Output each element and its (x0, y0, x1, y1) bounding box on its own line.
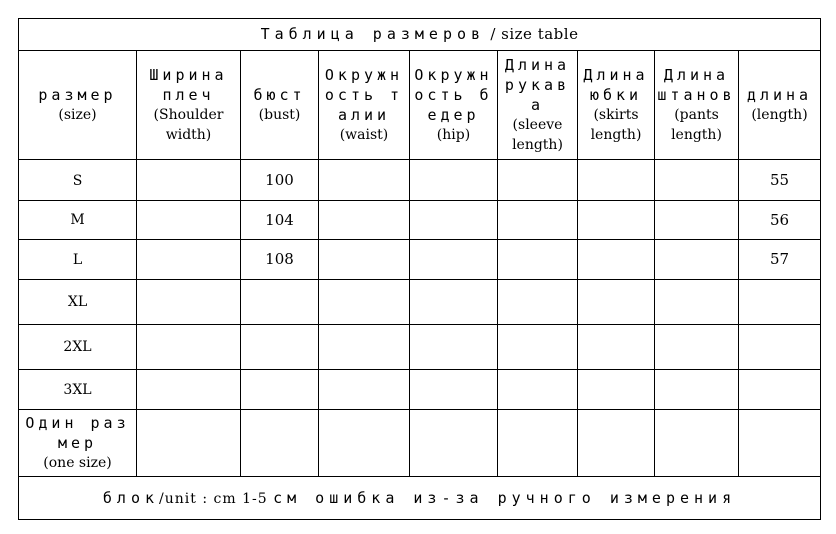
measurement-cell (739, 324, 821, 369)
measurement-cell: 108 (241, 239, 319, 280)
measurement-cell (241, 410, 319, 477)
column-header-en: (Shoulder width) (153, 106, 224, 143)
measurement-cell (739, 280, 821, 325)
measurement-cell (241, 280, 319, 325)
measurement-cell (319, 280, 410, 325)
measurement-cell (137, 239, 241, 280)
table-title-separator: / (485, 25, 502, 44)
table-title-ru: Таблица размеров (260, 25, 486, 44)
measurement-cell (137, 200, 241, 239)
size-label-en: (one size) (43, 455, 112, 472)
size-cell (19, 410, 137, 477)
table-title (19, 19, 821, 51)
measurement-cell (241, 369, 319, 410)
measurement-cell: 104 (241, 200, 319, 239)
footer-note (19, 477, 821, 520)
size-label: 2XL (63, 339, 92, 356)
size-cell (19, 324, 137, 369)
footer-unit-en: /unit : cm 1-5 (159, 490, 274, 507)
column-header-en: (length) (751, 106, 808, 123)
table-row (19, 324, 821, 369)
size-cell (19, 239, 137, 280)
column-header-ru: Длина рукава (504, 55, 571, 114)
size-label: XL (67, 294, 88, 311)
column-header-en: (waist) (339, 126, 389, 143)
measurement-cell (655, 410, 739, 477)
measurement-cell (319, 369, 410, 410)
measurement-cell (410, 369, 498, 410)
measurement-cell: 55 (739, 160, 821, 201)
size-cell (19, 200, 137, 239)
column-header-ru: Ширина плеч (149, 65, 228, 104)
measurement-cell (319, 324, 410, 369)
column-header (241, 50, 319, 160)
table-row (19, 280, 821, 325)
column-header (739, 50, 821, 160)
column-header (19, 50, 137, 160)
measurement-cell (410, 200, 498, 239)
measurement-cell (410, 239, 498, 280)
measurement-cell (578, 324, 655, 369)
column-header-en: (skirts length) (590, 106, 642, 143)
size-cell (19, 369, 137, 410)
measurement-cell (319, 200, 410, 239)
measurement-cell (578, 369, 655, 410)
column-header (410, 50, 498, 160)
measurement-cell (410, 324, 498, 369)
measurement-cell (655, 369, 739, 410)
column-header-ru: Окружность талии (324, 65, 404, 124)
footer-row (19, 477, 821, 520)
header-row (19, 50, 821, 160)
measurement-cell (498, 410, 578, 477)
footer-unit-ru: блок (102, 488, 160, 507)
table-row (19, 369, 821, 410)
column-header-ru: длина (746, 85, 813, 104)
column-header-ru: Длина штанов (657, 65, 736, 104)
measurement-cell (739, 410, 821, 477)
measurement-cell (498, 280, 578, 325)
measurement-cell (410, 410, 498, 477)
measurement-cell (655, 239, 739, 280)
measurement-cell (498, 160, 578, 201)
column-header-ru: бюст (253, 85, 306, 104)
table-row (19, 410, 821, 477)
size-label: M (70, 212, 85, 229)
measurement-cell (655, 280, 739, 325)
table-row (19, 200, 821, 239)
measurement-cell (241, 324, 319, 369)
table-title-en: size table (501, 25, 579, 44)
measurement-cell (578, 160, 655, 201)
size-label-ru: Один размер (25, 414, 130, 453)
measurement-cell (319, 239, 410, 280)
measurement-cell (578, 200, 655, 239)
measurement-cell (578, 239, 655, 280)
measurement-cell (739, 369, 821, 410)
size-cell (19, 280, 137, 325)
size-table (18, 18, 821, 520)
column-header-en: (hip) (436, 126, 471, 143)
measurement-cell (137, 160, 241, 201)
column-header-en: (bust) (258, 106, 301, 123)
measurement-cell (578, 280, 655, 325)
measurement-cell (578, 410, 655, 477)
column-header (137, 50, 241, 160)
column-header-en: (pants length) (671, 106, 722, 143)
size-label: L (72, 251, 83, 268)
measurement-cell: 100 (241, 160, 319, 201)
measurement-cell (410, 160, 498, 201)
column-header (655, 50, 739, 160)
column-header (578, 50, 655, 160)
column-header-ru: Длина юбки (583, 65, 649, 104)
measurement-cell (498, 239, 578, 280)
measurement-cell: 57 (739, 239, 821, 280)
measurement-cell (137, 369, 241, 410)
column-header-en: (sleeve length) (512, 116, 563, 153)
column-header (498, 50, 578, 160)
measurement-cell (137, 324, 241, 369)
measurement-cell (655, 200, 739, 239)
measurement-cell (655, 160, 739, 201)
column-header (319, 50, 410, 160)
size-cell (19, 160, 137, 201)
size-label: 3XL (63, 381, 92, 398)
measurement-cell: 56 (739, 200, 821, 239)
column-header-en: (size) (58, 106, 97, 123)
measurement-cell (655, 324, 739, 369)
measurement-cell (319, 410, 410, 477)
measurement-cell (137, 410, 241, 477)
measurement-cell (498, 324, 578, 369)
table-row (19, 160, 821, 201)
title-row (19, 19, 821, 51)
table-row (19, 239, 821, 280)
size-label: S (72, 172, 83, 189)
footer-error-note: см ошибка из-за ручного измерения (273, 488, 737, 507)
column-header-ru: размер (38, 85, 117, 104)
measurement-cell (319, 160, 410, 201)
measurement-cell (410, 280, 498, 325)
measurement-cell (498, 369, 578, 410)
measurement-cell (137, 280, 241, 325)
column-header-ru: Окружность бедер (414, 65, 493, 124)
measurement-cell (498, 200, 578, 239)
